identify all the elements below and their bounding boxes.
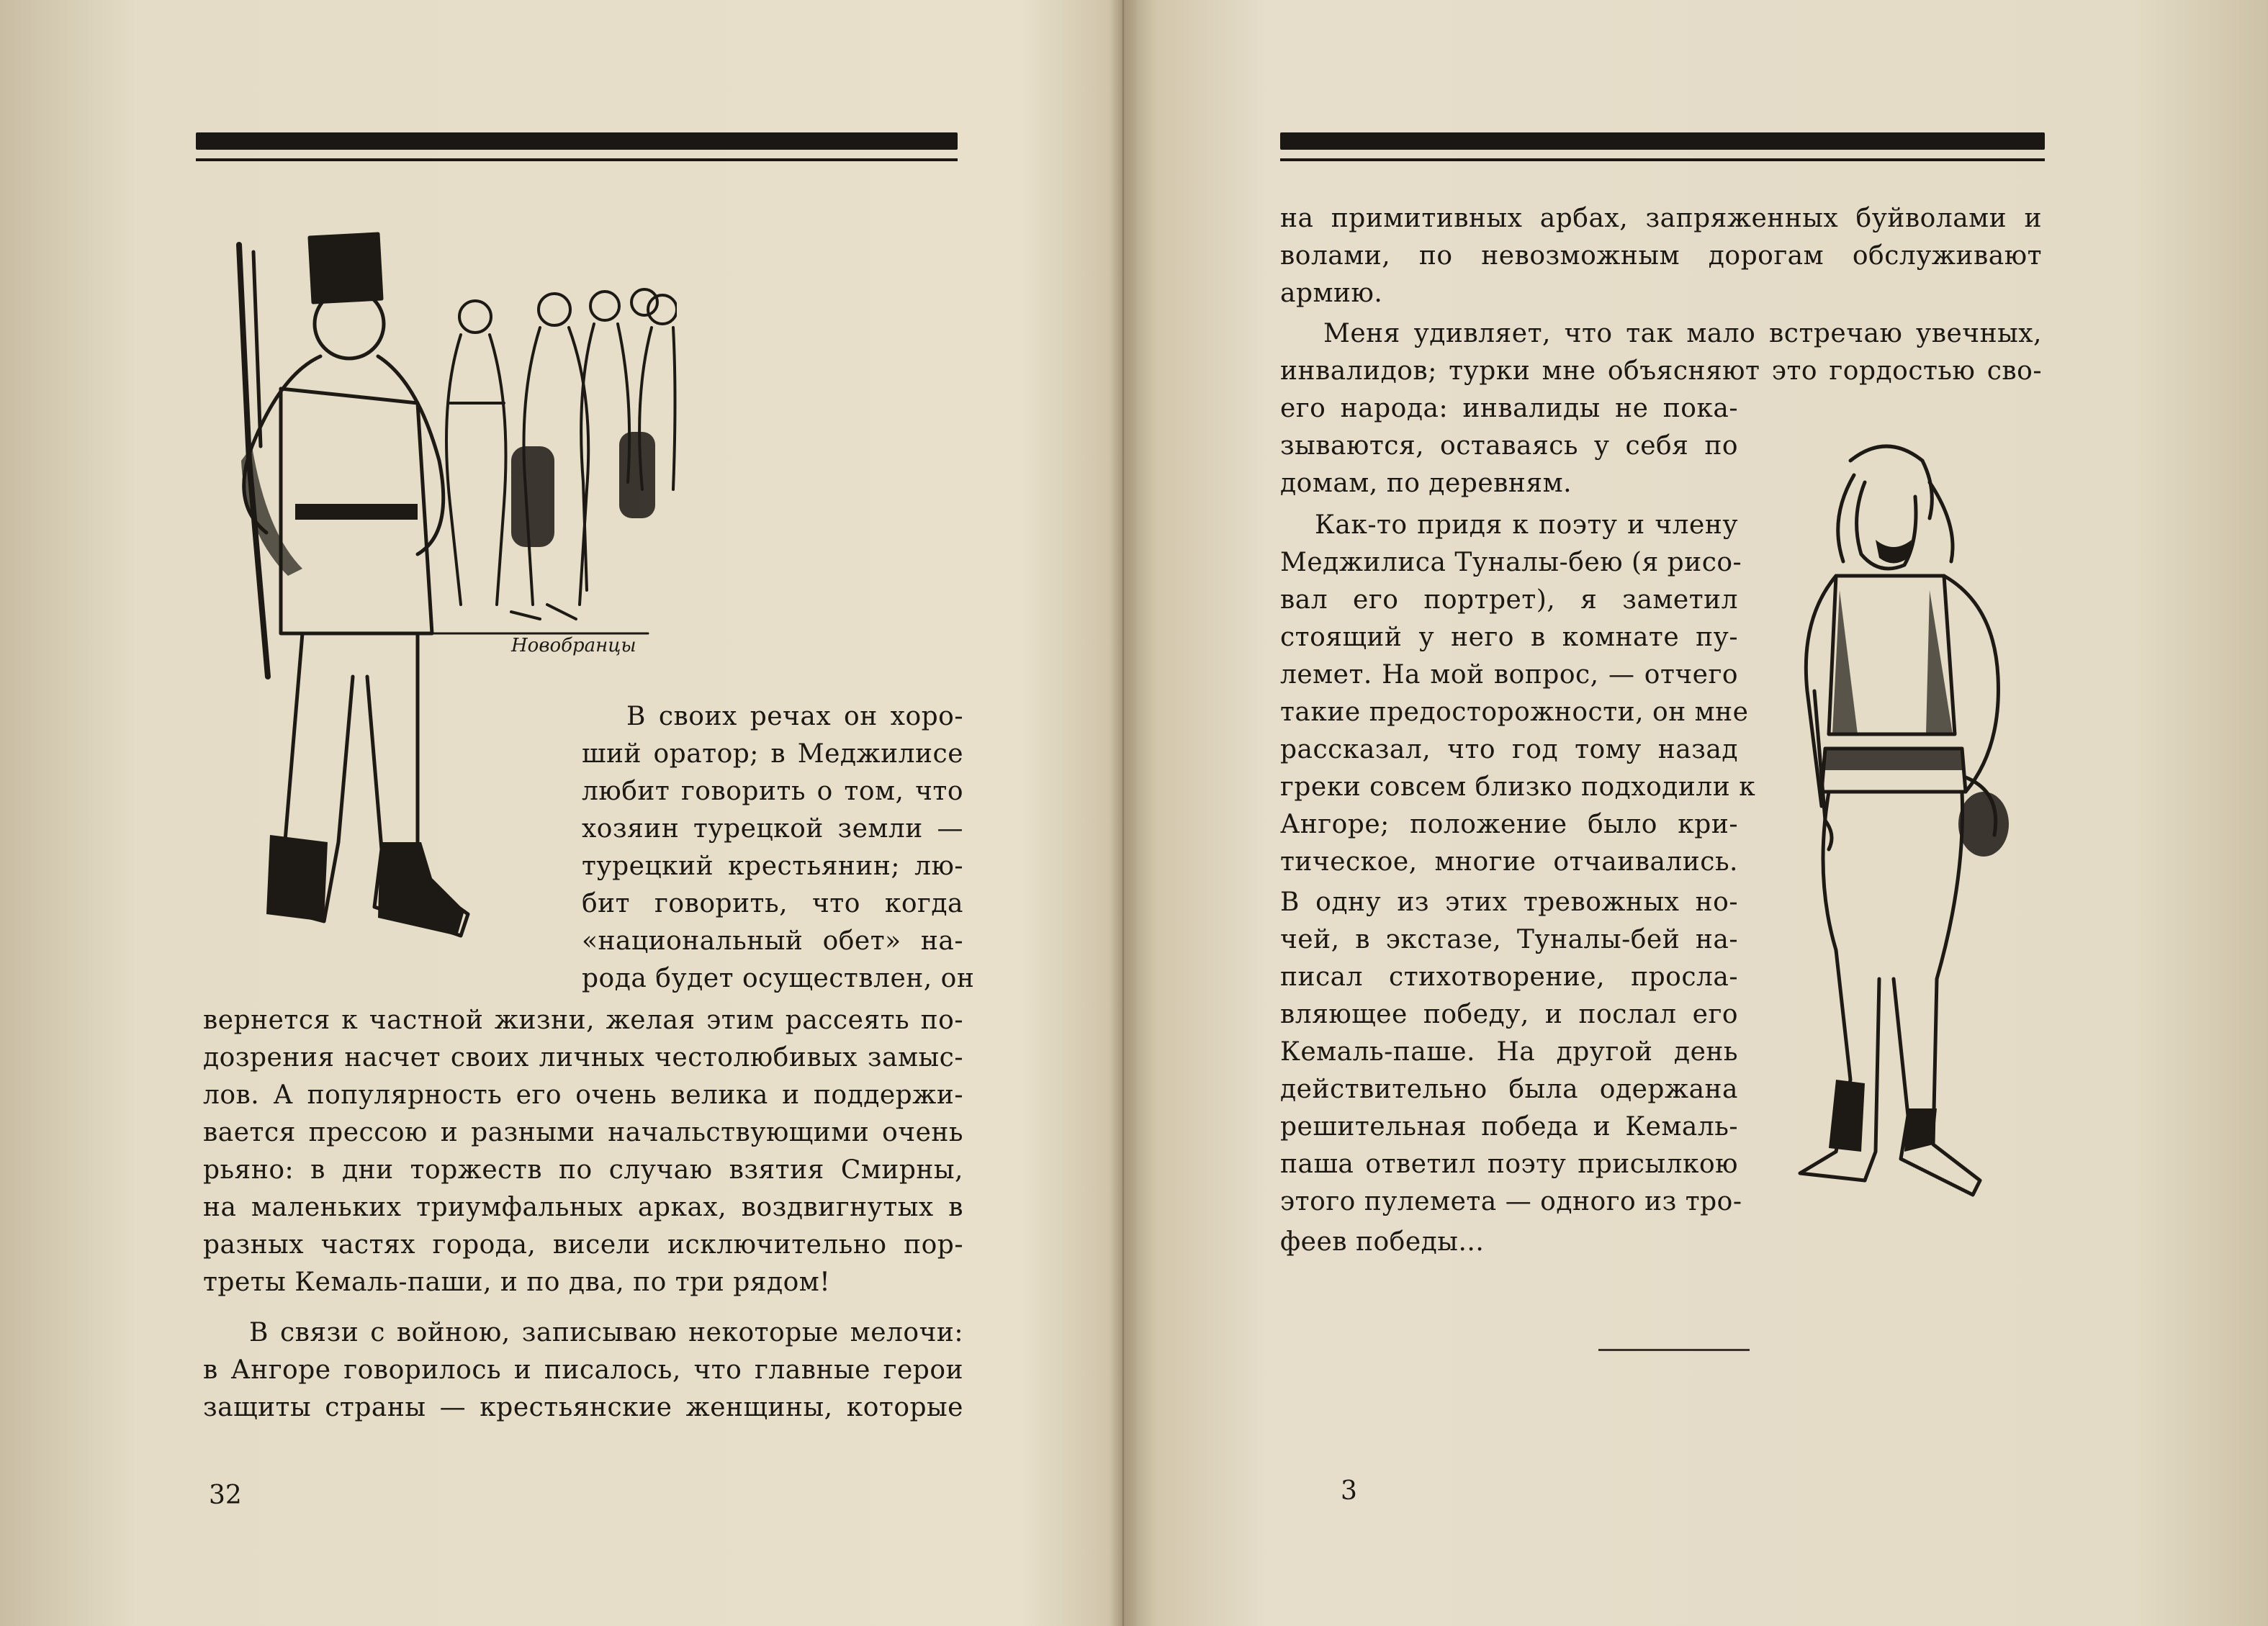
text-line: лов. А популярность его очень велика и поддержи- [203,1080,963,1110]
header-rule-thin [1280,158,2045,161]
text-line: рассказал, что год тому назад [1280,735,1738,764]
text-line: защиты страны — крестьянские женщины, которые [203,1393,963,1422]
text-line: домам, по деревням. [1280,469,1572,498]
text-line: ший оратор; в Меджилисе [582,739,963,769]
text-line: рода будет осуществлен, он [582,964,975,993]
text-line: паша ответил поэту присылкою [1280,1150,1738,1179]
header-rule-thick [196,132,958,150]
text-line: «национальный обет» на- [582,926,963,956]
text-line: разных частях города, висели исключительно пор- [203,1230,963,1260]
text-line: вал его портрет), я заметил [1280,585,1738,615]
text-line: вается прессою и разными начальствующими очень [203,1118,963,1147]
text-line: решительная победа и Кемаль- [1280,1112,1738,1142]
text-line: стоящий у него в комнате пу- [1280,623,1738,652]
text-line: Кемаль-паше. На другой день [1280,1037,1738,1067]
text-line: вернется к частной жизни, желая этим рассеять по- [203,1006,963,1035]
text-line: чей, в экстазе, Туналы-бей на- [1280,925,1738,954]
text-line: зываются, оставаясь у себя по [1280,431,1738,461]
right-page [1138,0,2268,1626]
text-line: действительно была одержана [1280,1075,1738,1104]
text-line: этого пулемета — одного из тро- [1280,1187,1742,1216]
text-line: армию. [1280,279,1383,308]
text-line: В связи с войною, записываю некоторые мелочи: [249,1318,963,1347]
text-line: на маленьких триумфальных арках, воздвигнутых в [203,1193,963,1222]
text-line: писал стихотворение, просла- [1280,962,1738,992]
text-line: лемет. На мой вопрос, — отчего [1280,660,1738,690]
text-line: тическое, многие отчаивались. [1280,847,1738,877]
text-line: такие предосторожности, он мне [1280,697,1749,727]
text-line: Как-то придя к поэту и члену [1315,510,1738,540]
text-line: дозрения насчет своих личных честолюбивых замыс- [203,1043,963,1072]
page-number: 3 [1341,1476,1357,1506]
text-line: инвалидов; турки мне объясняют это гордостью сво- [1280,356,2042,386]
header-rule-thick [1280,132,2045,150]
text-line: Меня удивляет, что так мало встречаю увечных, [1323,319,2042,348]
turkish-man-portrait-icon [1786,432,2016,1224]
text-line: волами, по невозможным дорогам обслуживают [1280,241,2042,271]
section-end-rule [1598,1349,1750,1351]
turkish-man-portrait-illustration [1786,432,2016,1224]
text-line: вляющее победу, и послал его [1280,1000,1738,1029]
text-line: любит говорить о том, что [582,777,963,806]
text-line: Меджилиса Туналы-бею (я рисо- [1280,548,1742,577]
text-line: греки совсем близко подходили к [1280,772,1756,802]
text-line: бит говорить, что когда [582,889,963,918]
header-rule-thin [196,158,958,161]
illustration-signature: Новобранцы [511,635,636,656]
text-line: В своих речах он хоро- [626,702,963,731]
page-number: 32 [209,1481,242,1510]
text-line: В одну из этих тревожных но- [1280,887,1738,917]
text-line: на примитивных арбах, запряженных буйволами и [1280,204,2042,233]
text-line: рьяно: в дни торжеств по случаю взятия Смирны, [203,1155,963,1185]
text-line: феев победы... [1280,1227,1485,1257]
text-line: треты Кемаль-паши, и по два, по три рядом! [203,1268,831,1297]
left-page [0,0,1123,1626]
text-line: в Ангоре говорилось и писалось, что главные герои [203,1355,963,1385]
text-line: турецкий крестьянин; лю- [582,852,963,881]
text-line: хозяин турецкой земли — [582,814,963,844]
text-line: Ангоре; положение было кри- [1280,810,1738,839]
text-line: его народа: инвалиды не пока- [1280,394,1738,423]
